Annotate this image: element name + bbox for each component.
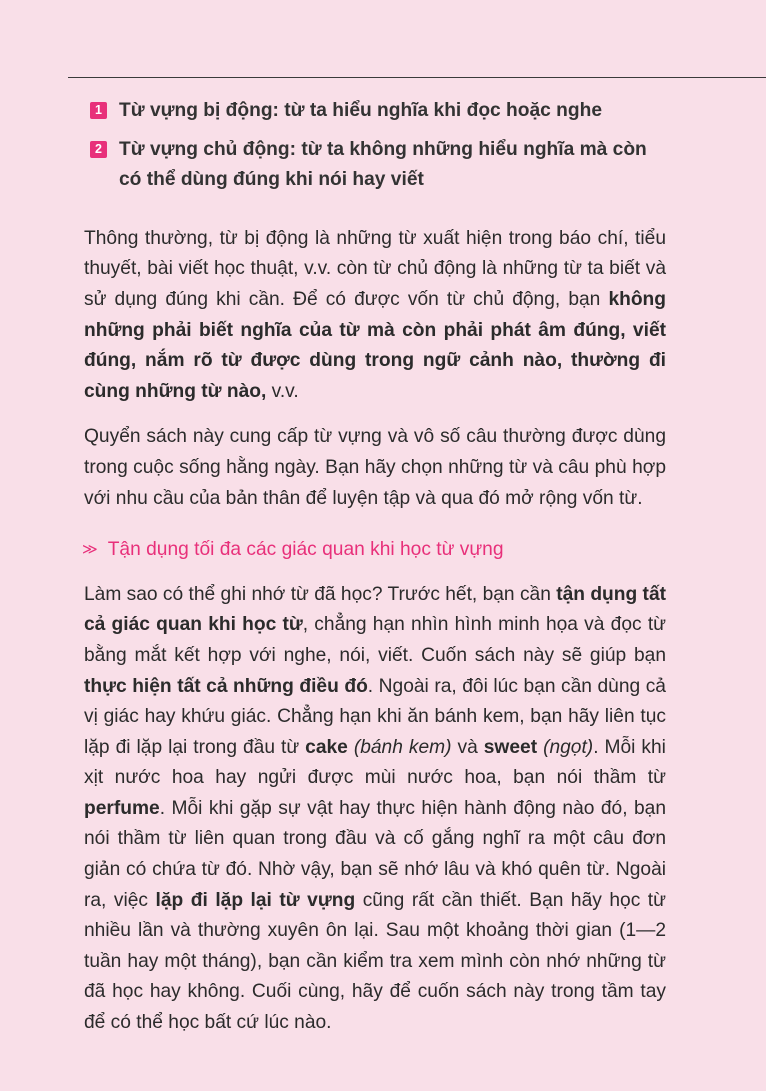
para1-tail: v.v.: [266, 380, 299, 402]
number-badge-2: 2: [90, 141, 107, 158]
para3-text-6: . Mỗi khi gặp sự vật hay thực hiện hành động nào đó, bạn nói thầm từ liên quan trong đầu và cố gắng nghĩ ra một câu đơn giản có chứa từ đó. Nhờ vậy, bạn sẽ nhớ lâu và khó quên từ. Ngoài ra, việc: [84, 797, 666, 911]
para1-bold: không những phải biết nghĩa của từ mà còn phải phát âm đúng, viết đúng, nắm rõ từ được dùng trong ngữ cảnh nào, thường đi cùng những từ nào,: [84, 288, 666, 402]
para3-bold-6: lặp đi lặp lại từ vựng: [155, 889, 356, 911]
top-divider: [68, 77, 766, 78]
list-item-text: Từ vựng chủ động: từ ta không những hiểu nghĩa mà còn có thể dùng đúng khi nói hay viết: [119, 138, 647, 191]
content: [68, 96, 666, 1039]
paragraph-senses: [68, 580, 666, 1039]
list-item-text: Từ vựng bị động: từ ta hiểu nghĩa khi đọc hoặc nghe: [119, 100, 602, 121]
vocab-type-list: [90, 96, 666, 196]
para3-text-5: . Mỗi khi xịt nước hoa hay ngửi được mùi nước hoa, bạn nói thầm từ: [84, 736, 666, 789]
paragraph-book-intro: Quyển sách này cung cấp từ vựng và vô số câu thường được dùng trong cuộc sống hằng ngày. Bạn hãy chọn những từ và câu phù hợp với nhu cầu của bản thân để luyện tập và qua đó mở rộng vốn từ.: [84, 426, 666, 509]
para3-bold-1: tận dụng tất cả giác quan khi học từ: [84, 583, 666, 636]
para3-bold-2: thực hiện tất cả những điều đó: [84, 675, 368, 697]
para3-text-7: cũng rất cần thiết. Bạn hãy học từ nhiều lần và thường xuyên ôn lại. Sau một khoảng thời gian (1—2 tuần hay một tháng), bạn cần kiểm tra xem mình còn nhớ những từ đã học hay không. Cuối cùng, hãy để cuốn sách này trong tầm tay để có thể học bất cứ lúc nào.: [84, 889, 666, 1034]
para3-text-3: . Ngoài ra, đôi lúc bạn cần dùng cả vị giác hay khứu giác. Chẳng hạn khi ăn bánh kem, bạn hãy liên tục lặp đi lặp lại trong đầu từ: [84, 675, 666, 758]
word-perfume: perfume: [84, 797, 160, 819]
paragraph-passive-active: [68, 224, 666, 408]
word-cake: cake: [305, 736, 348, 758]
gloss-cake: (bánh kem): [353, 736, 452, 758]
list-item: [90, 96, 666, 127]
para1-text: Thông thường, từ bị động là những từ xuất hiện trong báo chí, tiểu thuyết, bài viết học thuật, v.v. còn từ chủ động là những từ ta biết và sử dụng đúng khi cần. Để có được vốn từ chủ động, bạn: [84, 227, 666, 310]
para3-text-4: và: [451, 736, 484, 758]
number-badge-1: 1: [90, 102, 107, 119]
section-heading: [82, 535, 666, 566]
para3-text-1: Làm sao có thể ghi nhớ từ đã học? Trước hết, bạn cần: [84, 583, 557, 605]
word-sweet: sweet: [483, 736, 538, 758]
para3-text-2: , chẳng hạn nhìn hình minh họa và đọc từ bằng mắt kết hợp với nghe, nói, viết. Cuốn sách này sẽ giúp bạn: [84, 614, 666, 666]
gloss-sweet: (ngọt): [543, 736, 594, 758]
list-item: [90, 135, 666, 196]
double-chevron-icon: ≫: [82, 541, 96, 559]
section-heading-text: Tận dụng tối đa các giác quan khi học từ vựng: [107, 539, 504, 561]
